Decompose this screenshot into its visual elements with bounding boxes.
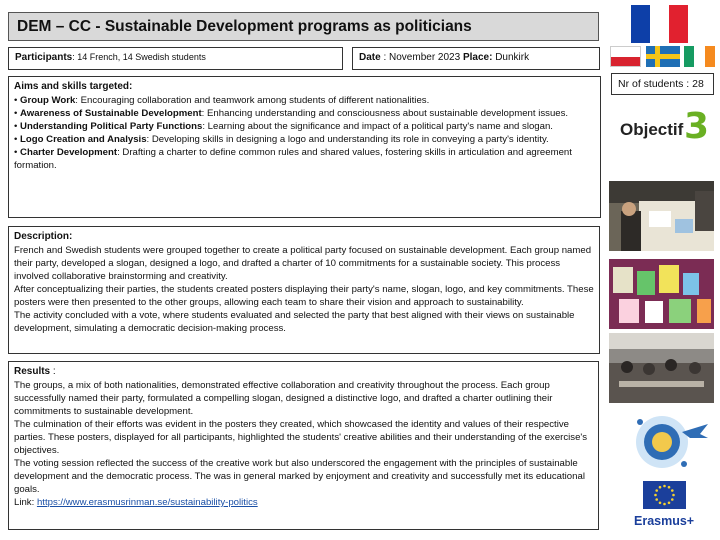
date-label: Date bbox=[359, 52, 381, 63]
aims-list bbox=[14, 94, 595, 172]
aims-item: • Group Work: Encouraging collaboration and teamwork among students of different nationalities. bbox=[14, 95, 430, 106]
aims-heading: Aims and skills targeted: bbox=[14, 81, 133, 92]
description-paragraph: French and Swedish students were grouped together to create a political party focused on sustainable development. Each group named their party, developed a slogan, designed a logo, and drafted a charter of 10 commitments for a sustainable society. This process involved collaborative brainstorming and creativity. bbox=[14, 245, 592, 282]
results-link-line bbox=[14, 496, 593, 509]
results-link[interactable]: https://www.erasmusrinman.se/sustainability-politics bbox=[36, 497, 258, 508]
poland-flag-icon bbox=[610, 46, 641, 67]
description-paragraph: After conceptualizing their parties, the students created posters displaying their party's name, slogan, logo, and key commitments. These posters were then presented to the other groups, allowing each team to share their vision and approach to sustainability. bbox=[14, 284, 594, 308]
results-paragraph: The voting session reflected the success of the creative work but also underscored the engagement with the principles of sustainable development and the democratic process. The was in general marked by enjoyment and creativity and successfully met its educational goals. bbox=[14, 458, 585, 495]
eu-flag-icon bbox=[643, 481, 686, 509]
voting-photo bbox=[609, 333, 714, 403]
aims-item: • Understanding Political Party Functions: Learning about the significance and impact of a political party's name and slogan. bbox=[14, 121, 553, 132]
results-paragraph: The culmination of their efforts was evident in the posters they created, which showcased the identity and values of their respective parties. These posters, displayed for all participants, highlighted the students' creative abilities and their understanding of the exercise's objectives. bbox=[14, 419, 588, 456]
erasmus-plus-label: Erasmus+ bbox=[634, 514, 695, 528]
results-section bbox=[8, 361, 599, 530]
sweden-flag-icon bbox=[646, 46, 680, 67]
description-heading: Description: bbox=[14, 231, 73, 242]
objectif-word: Objectif bbox=[620, 120, 684, 139]
aims-item: • Awareness of Sustainable Development: Enhancing understanding and consciousness about sustainable development issues. bbox=[14, 108, 569, 119]
aims-item-term: Charter Development bbox=[20, 147, 118, 158]
objectif-number: 3 bbox=[684, 106, 710, 147]
aims-item: • Logo Creation and Analysis: Developing skills in designing a logo and understanding its role in conveying a party's identity. bbox=[14, 134, 549, 145]
aims-item-text: : Developing skills in designing a logo and understanding its role in conveying a party's identity. bbox=[146, 134, 549, 145]
school-emblem-icon bbox=[630, 408, 710, 474]
results-heading-text: Results bbox=[14, 366, 51, 377]
date-value: : November 2023 bbox=[380, 52, 463, 63]
description-paragraph: The activity concluded with a vote, where students evaluated and selected the party that best aligned with their views on sustainable development, simulating a democratic decision-making process. bbox=[14, 310, 575, 334]
results-paragraph: The groups, a mix of both nationalities, demonstrated effective collaboration and creativity throughout the process. Each group successfully named their party, formulated a compelling slogan, designed a distinctive logo, and drafted a charter outlining their commitments to sustainable development. bbox=[14, 380, 553, 417]
objectif-3-logo bbox=[620, 106, 710, 150]
date-place-box bbox=[352, 47, 600, 70]
aims-item-term: Awareness of Sustainable Development bbox=[20, 108, 202, 119]
page-title: DEM – CC - Sustainable Development programs as politicians bbox=[8, 12, 599, 41]
description-section bbox=[8, 226, 600, 354]
aims-item-text: : Drafting a charter to define common rules and shared values, fostering skills in articulation and agreement formation. bbox=[14, 147, 572, 171]
participants-box bbox=[8, 47, 343, 70]
aims-item-term: Group Work bbox=[20, 95, 76, 106]
results-link-label: Link: bbox=[14, 497, 37, 508]
france-flag-icon bbox=[631, 5, 688, 43]
classroom-photo-1 bbox=[609, 181, 714, 251]
aims-item-text: : Encouraging collaboration and teamwork among students of different nationalities. bbox=[75, 95, 430, 106]
results-heading bbox=[14, 365, 593, 379]
aims-item: • Charter Development: Drafting a charter to define common rules and shared values, fostering skills in articulation and agreement formation. bbox=[14, 147, 572, 171]
aims-section bbox=[8, 76, 601, 218]
participants-label: Participants bbox=[15, 52, 73, 63]
nr-of-students-box: Nr of students : 28 bbox=[611, 73, 714, 95]
aims-item-term: Logo Creation and Analysis bbox=[20, 134, 147, 145]
aims-item-text: : Enhancing understanding and consciousness about sustainable development issues. bbox=[201, 108, 569, 119]
ireland-flag-icon bbox=[684, 46, 715, 67]
participants-value: : 14 French, 14 Swedish students bbox=[72, 52, 206, 62]
place-value: Dunkirk bbox=[492, 52, 530, 63]
place-label: Place: bbox=[462, 52, 493, 63]
aims-item-term: Understanding Political Party Functions bbox=[20, 121, 203, 132]
posters-photo bbox=[609, 259, 714, 329]
results-heading-suffix: : bbox=[50, 366, 56, 377]
aims-item-text: : Learning about the significance and impact of a political party's name and slogan. bbox=[202, 121, 553, 132]
